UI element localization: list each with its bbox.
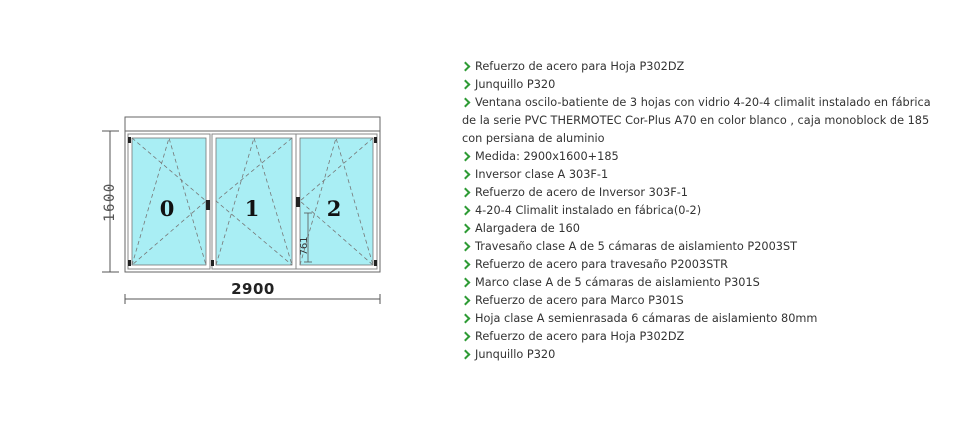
spec-item-text: Refuerzo de acero para Hoja P302DZ <box>475 60 685 73</box>
chevron-right-icon <box>461 80 471 90</box>
spec-item <box>462 220 932 238</box>
spec-item-text: Junquillo P320 <box>475 78 556 91</box>
chevron-right-icon <box>461 242 471 252</box>
spec-item-text: Travesaño clase A de 5 cámaras de aislamiento P2003ST <box>475 240 798 253</box>
shutter-box <box>125 117 380 131</box>
spec-item-text: Inversor clase A 303F-1 <box>475 168 609 181</box>
window-drawing <box>0 0 450 320</box>
spec-item <box>462 238 932 256</box>
chevron-right-icon <box>461 260 471 270</box>
handle-icon <box>206 200 210 210</box>
spec-item <box>462 76 932 94</box>
chevron-right-icon <box>461 350 471 360</box>
chevron-right-icon <box>461 152 471 162</box>
spec-item-text: Refuerzo de acero para travesaño P2003STR <box>475 258 728 271</box>
spec-item-text: Medida: 2900x1600+185 <box>475 150 619 163</box>
spec-item <box>462 256 932 274</box>
chevron-right-icon <box>461 170 471 180</box>
chevron-right-icon <box>461 332 471 342</box>
spec-item <box>462 184 932 202</box>
width-dimension <box>125 280 380 304</box>
spec-item-text: Refuerzo de acero para Hoja P302DZ <box>475 330 685 343</box>
height-dimension <box>102 131 119 272</box>
leaf-label-1: 1 <box>244 196 260 221</box>
chevron-right-icon <box>461 98 471 108</box>
height-dimension-label: 1600 <box>102 182 118 222</box>
spec-item-text: 4-20-4 Climalit instalado en fábrica(0-2) <box>475 204 702 217</box>
chevron-right-icon <box>461 296 471 306</box>
spec-item-text: Marco clase A de 5 cámaras de aislamiento P301S <box>475 276 760 289</box>
spec-item-text: Ventana oscilo-batiente de 3 hojas con vidrio 4-20-4 climalit instalado en fábrica de la serie PVC THERMOTEC Cor-Plus A70 en color blanco , caja monoblock de 185 con persiana de aluminio <box>462 96 931 145</box>
spec-item <box>462 346 932 364</box>
spec-item <box>462 292 932 310</box>
spec-item <box>462 310 932 328</box>
width-dimension-label: 2900 <box>231 280 275 298</box>
spec-list <box>462 58 932 364</box>
leaf-label-0: 0 <box>159 196 175 221</box>
chevron-right-icon <box>461 62 471 72</box>
spec-item <box>462 58 932 76</box>
spec-item <box>462 328 932 346</box>
transom-dimension-label: 761 <box>299 236 310 256</box>
spec-item-text: Junquillo P320 <box>475 348 556 361</box>
handle-icon <box>296 197 300 207</box>
spec-item <box>462 202 932 220</box>
spec-item <box>462 274 932 292</box>
spec-item-text: Hoja clase A semienrasada 6 cámaras de aislamiento 80mm <box>475 312 818 325</box>
chevron-right-icon <box>461 188 471 198</box>
chevron-right-icon <box>461 278 471 288</box>
spec-item <box>462 148 932 166</box>
chevron-right-icon <box>461 206 471 216</box>
spec-item <box>462 94 932 148</box>
spec-item <box>462 166 932 184</box>
spec-item-text: Refuerzo de acero para Marco P301S <box>475 294 684 307</box>
chevron-right-icon <box>461 314 471 324</box>
spec-item-text: Alargadera de 160 <box>475 222 580 235</box>
chevron-right-icon <box>461 224 471 234</box>
spec-item-text: Refuerzo de acero de Inversor 303F-1 <box>475 186 688 199</box>
leaf-label-2: 2 <box>326 196 342 221</box>
